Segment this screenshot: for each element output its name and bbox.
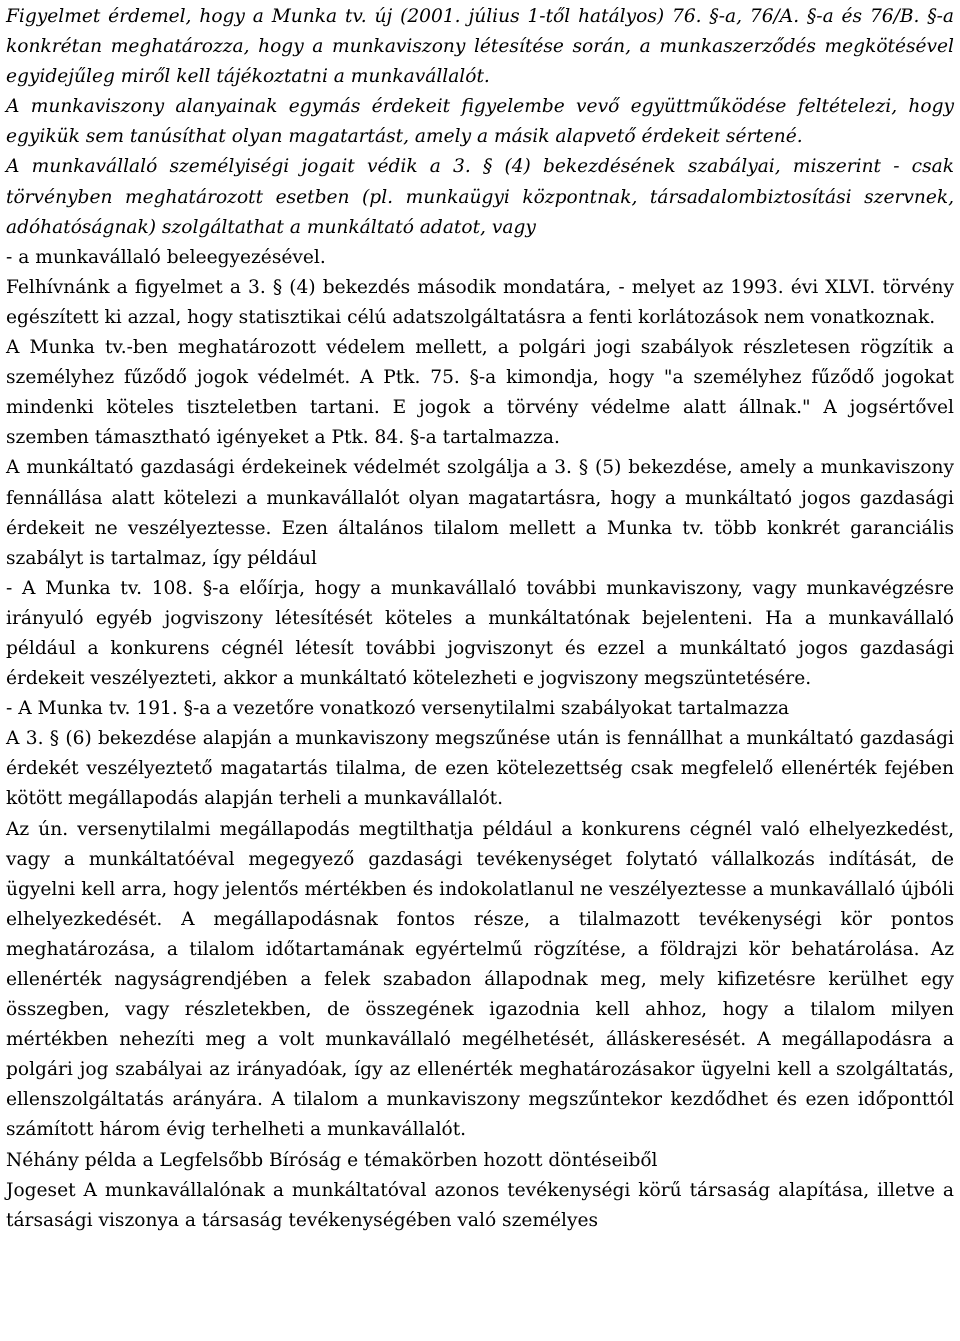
paragraph-statisztikai-adatszolgaltatas: Felhívnánk a figyelmet a 3. § (4) bekezdés második mondatára, - melyet az 1993. évi XLVI. törvény egészített ki azzal, hogy statisztikai célú adatszolgáltatásra a fenti korlátozások nem vonatkoznak.: [6, 276, 954, 328]
paragraph-megszunes-utan: A 3. § (6) bekezdése alapján a munkaviszony megszűnése után is fennállhat a munkáltató gazdasági érdekét veszélyeztető magatartás tilalma, de ezen kötelezettség csak megfelelő ellenérték fejében kötött megállapodás alapján terheli a munkavállalót.: [6, 728, 954, 810]
paragraph-191-paragrafus: - A Munka tv. 191. §-a a vezetőre vonatkozó versenytilalmi szabályokat tartalmazza: [6, 698, 790, 720]
paragraph-legfelsobb-birosag: Néhány példa a Legfelsőbb Bíróság e témakörben hozott döntéseiből: [6, 1149, 658, 1171]
paragraph-szemelyisegi-jogok: A munkavállaló személyiségi jogait védik a 3. § (4) bekezdésének szabályai, miszerint - csak törvényben meghatározott esetben (pl. munkaügyi központnak, társadalombiztosítási szervnek, adóhatóságnak) szolgáltathat a munkáltató adatot, vagy: [6, 156, 954, 238]
paragraph-versenytilalmi-megallapodas: Az ún. versenytilalmi megállapodás megtilthatja például a konkurens cégnél való elhelyezkedést, vagy a munkáltatóéval megegyező gazdasági tevékenységet folytató vállalkozás indítását, de ügyelni kell arra, hogy jelentős mértékben és indokolatlanul ne veszélyeztesse a munkavállaló újbóli elhelyezkedését. A megállapodásnak fontos része, a tilalmazott tevékenységi kör pontos meghatározása, a tilalom időtartamának egyértelmű rögzítése, a földrajzi kör behatárolása. Az ellenérték nagyságrendjében a felek szabadon állapodnak meg, mely kifizetésre kerülhet egy összegben, vagy részletekben, de összegének igazodnia kell ahhoz, hogy a tilalom milyen mértékben nehezíti meg a volt munkavállaló megélhetését, álláskeresését. A megállapodásra a polgári jog szabályai az irányadóak, így az ellenérték meghatározásakor ügyelni kell a szolgáltatás, ellenszolgáltatás arányára. A tilalom a munkaviszony megszűntekor kezdődhet és ezen időponttól számított három évig terhelheti a munkavállalót.: [6, 818, 954, 1141]
paragraph-polgari-jogi-vedelem: A Munka tv.-ben meghatározott védelem mellett, a polgári jogi szabályok részletesen rögzítik a személyhez fűződő jogok védelmét. A Ptk. 75. §-a kimondja, hogy "a személyhez fűződő jogokat mindenki köteles tiszteletben tartani. E jogok a törvény védelme alatt állnak." A jogsértővel szemben támasztható igényeket a Ptk. 84. §-a tartalmazza.: [6, 337, 954, 449]
paragraph-gazdasagi-erdekek: A munkáltató gazdasági érdekeinek védelmét szolgálja a 3. § (5) bekezdése, amely a munkaviszony fennállása alatt kötelezi a munkavállalót olyan magatartásra, hogy a munkáltató jogos gazdasági érdekeit ne veszélyeztesse. Ezen általános tilalom mellett a Munka tv. több konkrét garanciális szabályt is tartalmaz, így például: [6, 457, 954, 569]
paragraph-jogeset: Jogeset A munkavállalónak a munkáltatóval azonos tevékenységi körű társaság alapítása, illetve a társasági viszonya a társaság tevékenységében való személyes: [6, 1179, 954, 1231]
paragraph-tajekoztatas: Figyelmet érdemel, hogy a Munka tv. új (2001. július 1-től hatályos) 76. §-a, 76/A. §-a és 76/B. §-a konkrétan meghatározza, hogy a munkaviszony létesítése során, a munkaszerződés megkötésével egyidejűleg miről kell tájékoztatni a munkavállalót.: [6, 6, 954, 88]
paragraph-108-paragrafus: - A Munka tv. 108. §-a előírja, hogy a munkavállaló további munkaviszony, vagy munkavégzésre irányuló egyéb jogviszony létesítését köteles a munkáltatónak bejelenteni. Ha a munkavállaló például a konkurens cégnél létesít további jogviszonyt és ezzel a munkáltató jogos gazdasági érdekeit veszélyezteti, akkor a munkáltató kötelezheti e jogviszony megszüntetésére.: [6, 577, 954, 690]
paragraph-egyuttmukodes: A munkaviszony alanyainak egymás érdekeit figyelembe vevő együttműködése feltételezi, hogy egyikük sem tanúsíthat olyan magatartást, amely a másik alapvető érdekeit sértené.: [6, 96, 954, 148]
paragraph-beleegyezes: - a munkavállaló beleegyezésével.: [6, 246, 326, 268]
